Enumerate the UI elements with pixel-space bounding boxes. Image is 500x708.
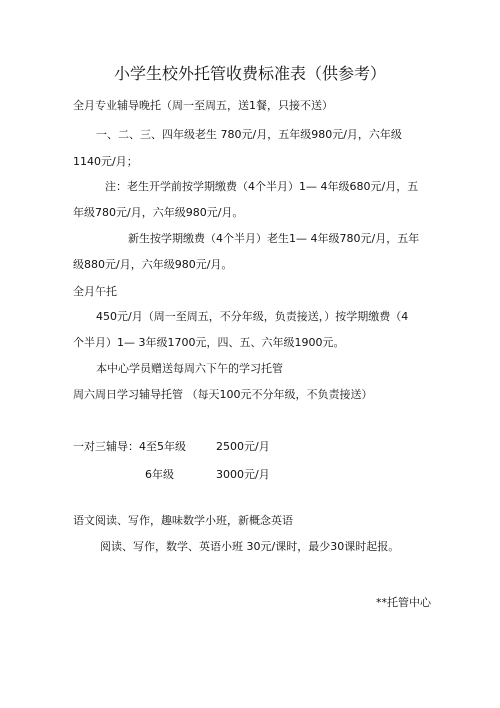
lunch-care-heading: 全月午托 — [73, 285, 117, 298]
one-to-three-price: 2500元/月 — [216, 440, 270, 453]
grades-1-4-returning-fee: 一、二、三、四年级老生 780元/月，五年级980元/月，六年级 — [96, 128, 402, 141]
note-returning-semester-fee-cont: 年级780元/月，六年级980元/月。 — [73, 206, 244, 219]
one-to-three-label: 一对三辅导：4至5年级 — [73, 440, 186, 453]
grade-6-fee-continued: 1140元/月； — [73, 155, 138, 168]
note-returning-semester-fee: 注：老生开学前按学期缴费（4个半月）1— 4年级680元/月，五 — [105, 180, 419, 193]
evening-care-heading: 全月专业辅导晚托（周一至周五，送1餐，只接不送） — [73, 99, 333, 112]
grade-6-price: 3000元/月 — [216, 468, 270, 481]
small-class-fee: 阅读、写作，数学、英语小班 30元/课时，最少30课时起报。 — [100, 540, 400, 553]
new-student-semester-fee: 新生按学期缴费（4个半月）老生1— 4年级780元/月，五年 — [128, 232, 420, 245]
saturday-free-care: 本中心学员赠送每周六下午的学习托管 — [96, 362, 283, 375]
lunch-care-fee-cont: 个半月）1— 3年级1700元，四、五、六年级1900元。 — [73, 336, 345, 349]
small-class-heading: 语文阅读、写作，趣味数学小班，新概念英语 — [73, 514, 293, 527]
document-title: 小学生校外托管收费标准表（供参考） — [113, 64, 386, 83]
signature: **托管中心 — [376, 596, 431, 609]
weekend-tutoring-care: 周六周日学习辅导托管 （每天100元不分年级，不负责接送） — [73, 388, 373, 401]
new-student-semester-fee-cont: 级880元/月，六年级980元/月。 — [73, 258, 233, 271]
grade-6-label: 6年级 — [145, 468, 174, 481]
lunch-care-fee: 450元/月（周一至周五，不分年级，负责接送，）按学期缴费（4 — [96, 310, 409, 323]
